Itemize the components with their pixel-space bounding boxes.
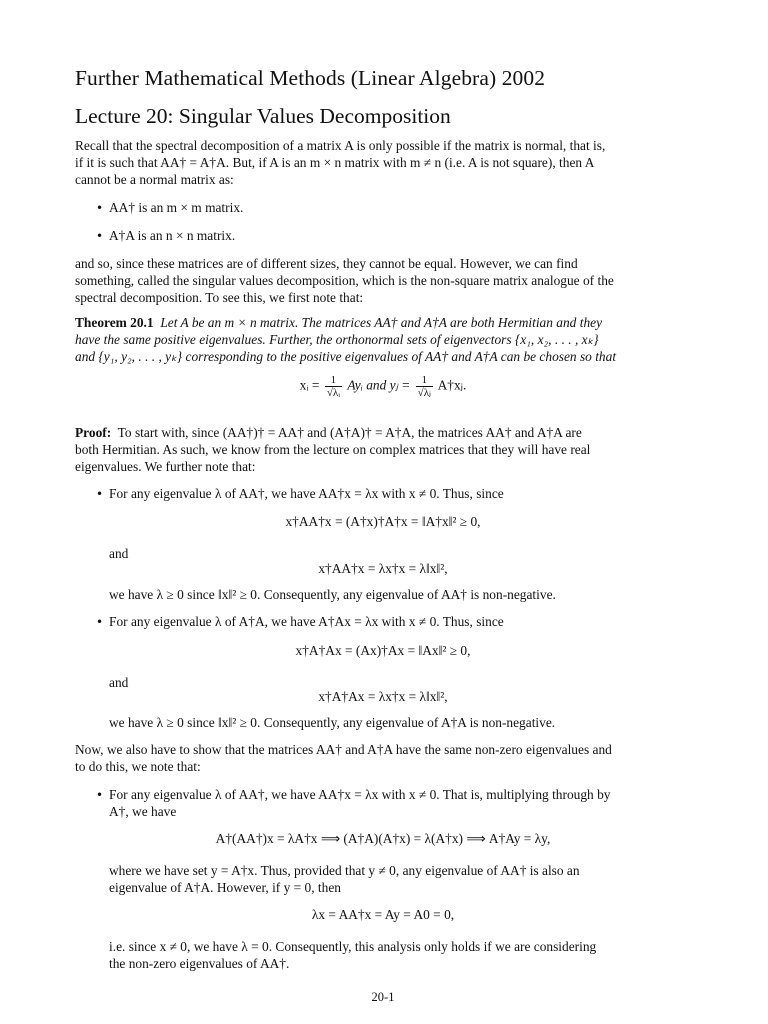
bullet-marker: • [96,229,104,243]
pb3-equation-2: λx = AA†x = Ay = A0 = 0, [311,907,455,922]
document-page [75,0,691,1024]
pb3-equation-1: A†(AA†)x = λA†x ⟹ (A†A)(A†x) = λ(A†x) ⟹ A†Ay = λy, [215,831,551,846]
bullet-marker: • [96,615,104,629]
para3-line-2: to do this, we note that: [75,759,201,774]
proof-paragraph [75,424,691,475]
pb2-equation-1: x†A†Ax = (Ax)†Ax = ‖Ax‖² ≥ 0, [295,643,471,658]
pb2-and: and [109,675,129,690]
pb2-line-2: we have λ ≥ 0 since ‖x‖² ≥ 0. Consequently, any eigenvalue of A†A is non-negative. [109,715,556,730]
theorem-line-1: Let A be an m × n matrix. The matrices AA† and A†A are both Hermitian and they [160,315,603,330]
paragraph-2 [75,255,691,306]
pb1-line-2: we have λ ≥ 0 since ‖x‖² ≥ 0. Consequently, any eigenvalue of AA† is non-negative. [109,587,556,602]
pb3-line-3: where we have set y = A†x. Thus, provided that y ≠ 0, any eigenvalue of AA† is also an [109,863,580,878]
intro-line-2: if it is such that AA† = A†A. But, if A is an m × n matrix with m ≠ n (i.e. A is not square), then A [75,155,595,170]
fraction-1-num: 1 [325,374,342,387]
document-title: Further Mathematical Methods (Linear Algebra) 2002 [75,66,546,90]
theorem-equation [75,374,691,399]
fraction-2 [416,374,433,399]
eq-mid: Ayᵢ and yⱼ = [347,377,411,393]
pb3-line-4: eigenvalue of A†A. However, if y = 0, then [109,880,341,895]
proof-line-2: both Hermitian. As such, we know from the lecture on complex matrices that they will have real [75,442,591,457]
para3-line-1: Now, we also have to show that the matrices AA† and A†A have the same non-zero eigenvalues and [75,742,612,757]
para2-line-2: something, called the singular values decomposition, which is the non-square matrix analogue of the [75,273,614,288]
pb3-block-2 [109,862,691,896]
pb2-equation-2: x†A†Ax = λx†x = λ‖x‖², [318,689,448,704]
pb1-equation-1: x†AA†x = (A†x)†A†x = ‖A†x‖² ≥ 0, [285,514,481,529]
lecture-title: Lecture 20: Singular Values Decomposition [75,104,451,128]
intro-line-3: cannot be a normal matrix as: [75,172,234,187]
eq-left: xᵢ = [299,377,320,393]
pb3-line-5: i.e. since x ≠ 0, we have λ = 0. Consequently, this analysis only holds if we are considering [109,939,597,954]
para2-line-3: spectral decomposition. To see this, we first note that: [75,290,364,305]
paragraph-3 [75,741,691,775]
pb3-line-1: For any eigenvalue λ of AA†, we have AA†x = λx with x ≠ 0. That is, multiplying through by [109,787,611,802]
pb1-line-1: For any eigenvalue λ of AA†, we have AA†x = λx with x ≠ 0. Thus, since [109,486,504,501]
eq-right: A†xⱼ. [437,377,467,393]
pb2-line-1: For any eigenvalue λ of A†A, we have A†Ax = λx with x ≠ 0. Thus, since [109,614,504,629]
pb3-line-6: the non-zero eigenvalues of AA†. [109,956,290,971]
intro-paragraph [75,137,691,188]
fraction-2-num: 1 [416,374,433,387]
pb1-and: and [109,546,129,561]
proof-label: Proof: [75,425,112,440]
pb3-block [109,786,691,820]
intro-line-1: Recall that the spectral decomposition of a matrix A is only possible if the matrix is normal, that is, [75,138,606,153]
fraction-1-den: √λᵢ [326,387,340,399]
theorem-line-2: have the same positive eigenvalues. Further, the orthonormal sets of eigenvectors {x₁, x₂, . . . , xₖ} [75,332,599,347]
theorem-20-1 [75,314,691,365]
pb1-equation-2: x†AA†x = λx†x = λ‖x‖², [318,561,448,576]
theorem-line-3: and {y₁, y₂, . . . , yₖ} corresponding to the positive eigenvalues of AA† and A†A can be chosen so that [75,349,617,364]
proof-line-1: To start with, since (AA†)† = AA† and (A†A)† = A†A, the matrices AA† and A†A are [117,425,582,440]
fraction-2-den: √λⱼ [417,387,431,399]
bullet-marker: • [96,201,104,215]
bullet-aa-dagger: AA† is an m × m matrix. [109,200,244,215]
para2-line-1: and so, since these matrices are of different sizes, they cannot be equal. However, we can find [75,256,578,271]
bullet-a-dagger-a: A†A is an n × n matrix. [109,228,236,243]
bullet-marker: • [96,487,104,501]
pb3-block-3 [109,938,691,972]
fraction-1 [325,374,342,399]
proof-line-3: eigenvalues. We further note that: [75,459,256,474]
theorem-label: Theorem 20.1 [75,315,154,330]
pb3-line-2: A†, we have [109,804,177,819]
page-number: 20-1 [371,990,395,1004]
bullet-marker: • [96,788,104,802]
